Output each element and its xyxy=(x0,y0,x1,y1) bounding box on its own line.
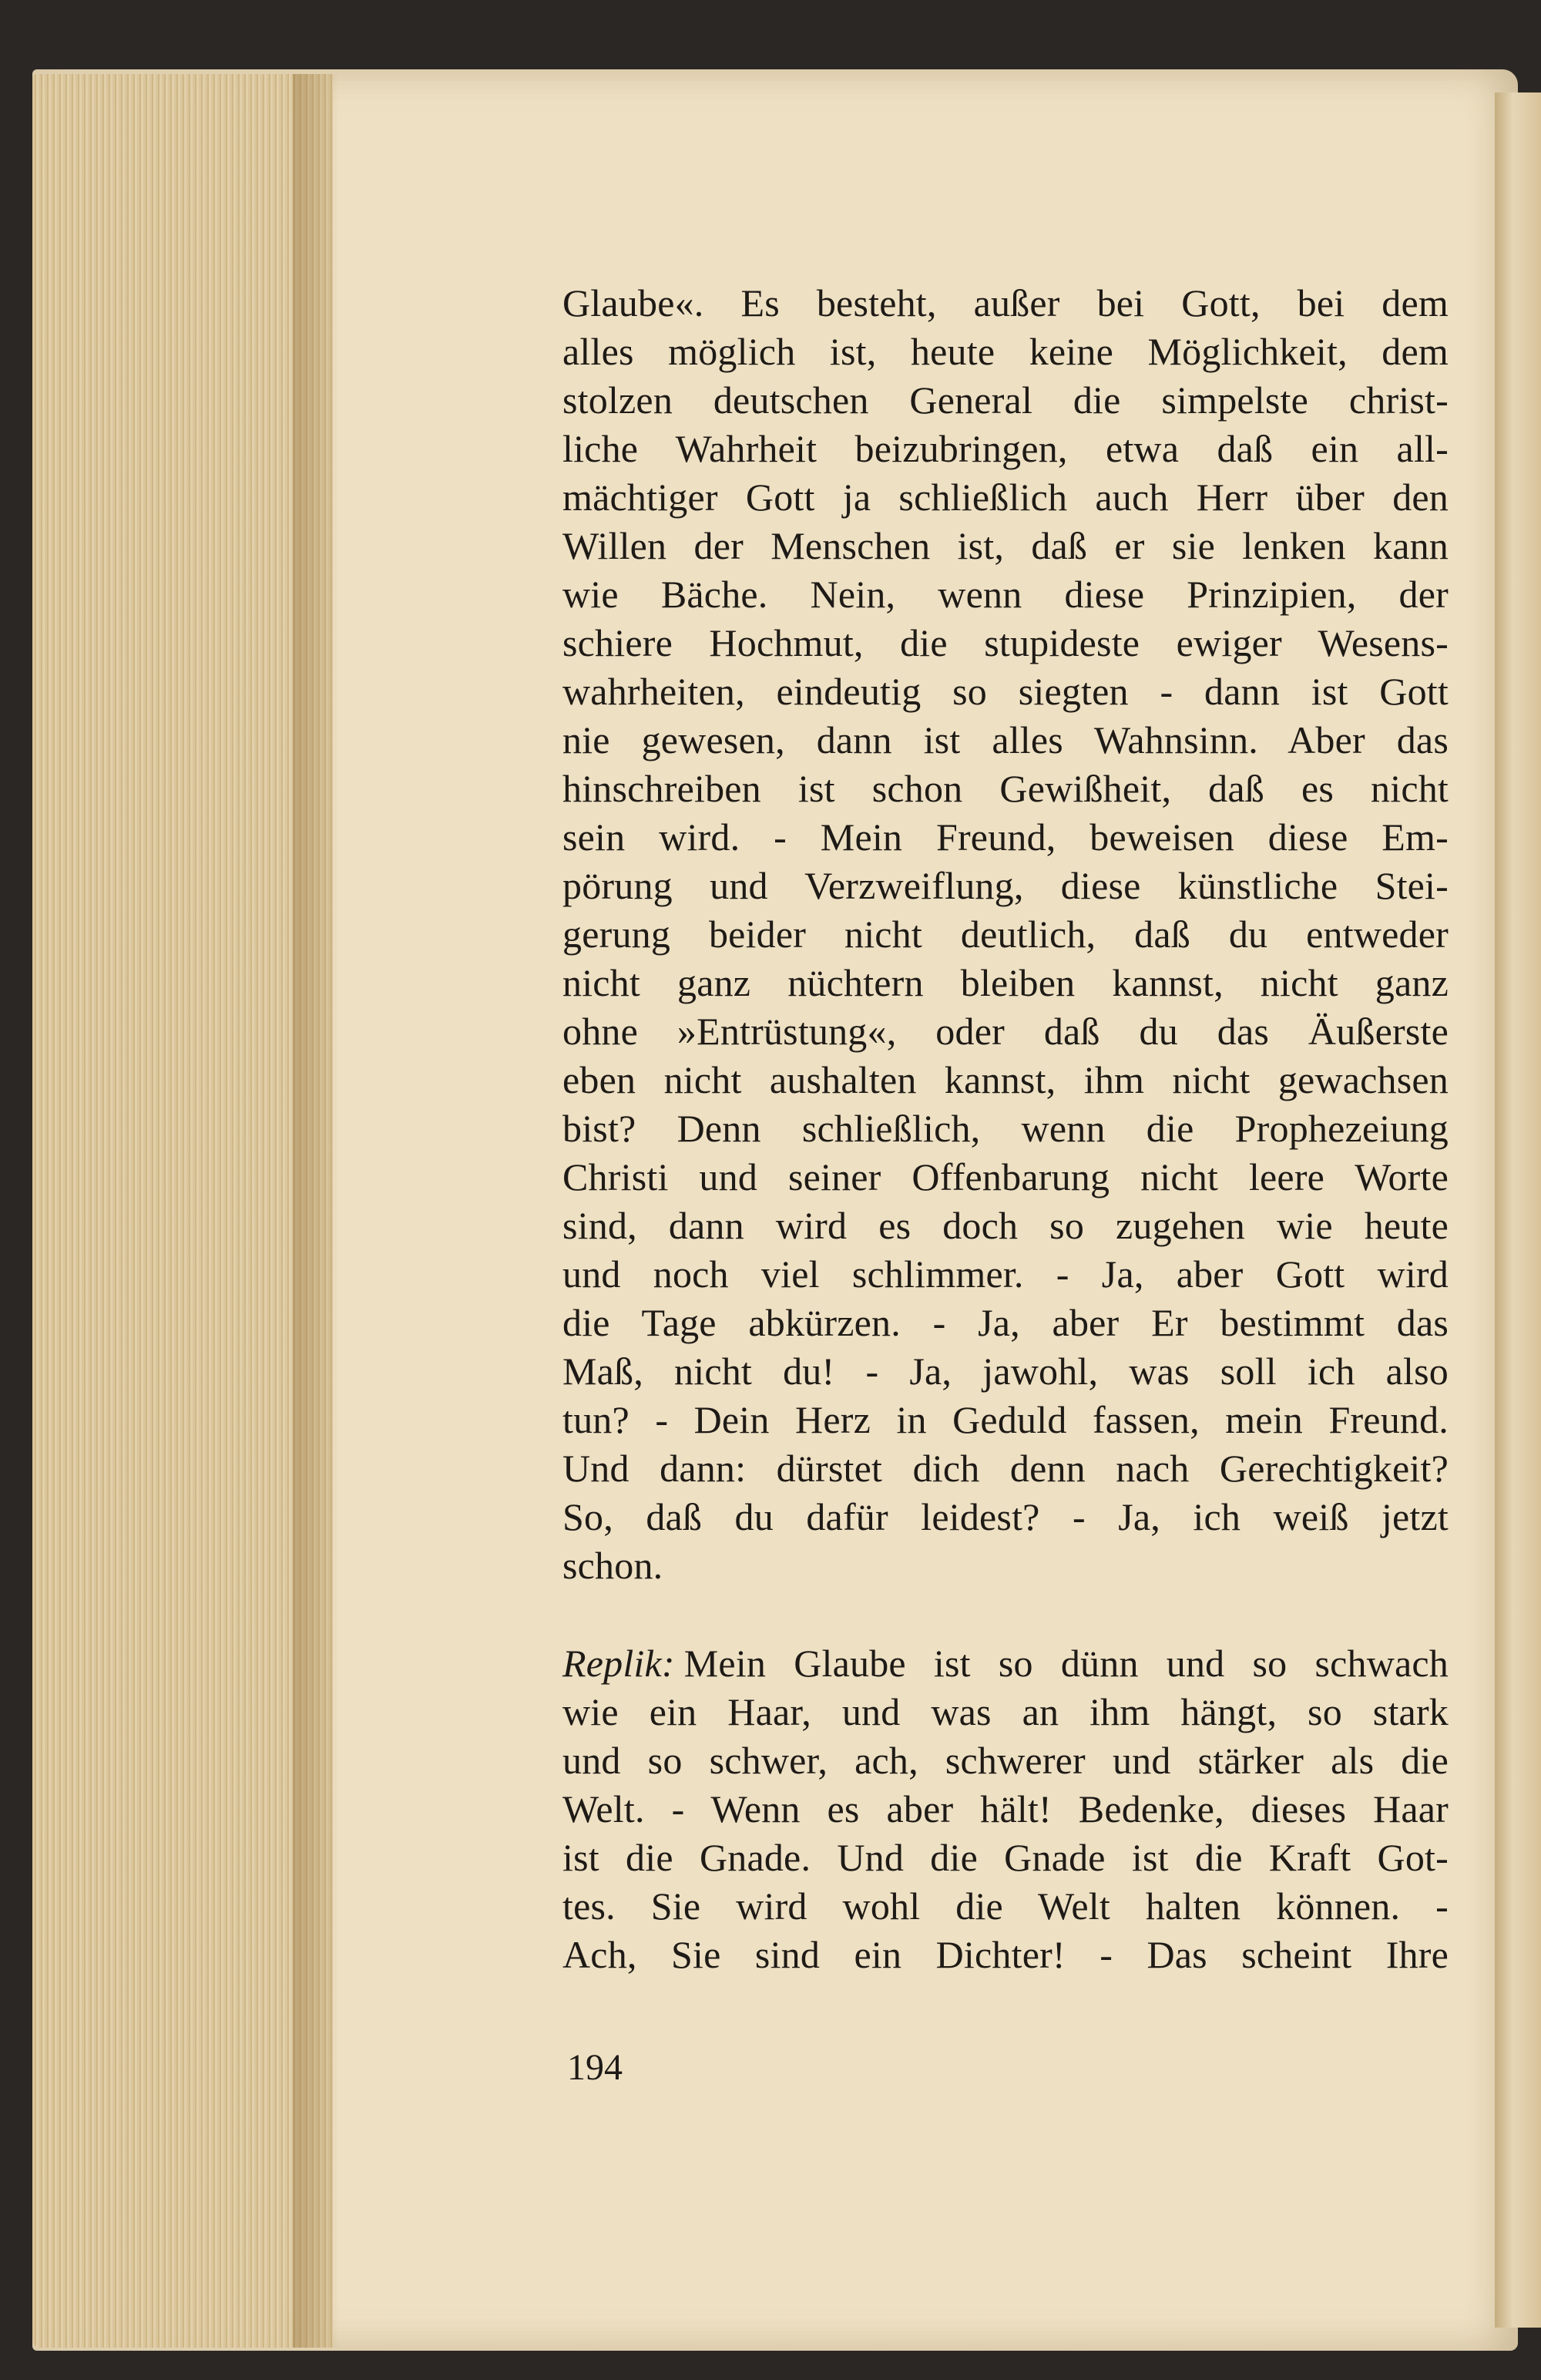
text-line: und noch viel schlimmer. - Ja, aber Gott wird xyxy=(562,1252,1449,1296)
text-line: liche Wahrheit beizubringen, etwa daß ein all- xyxy=(562,427,1449,470)
text-line: Willen der Menschen ist, daß er sie lenken kann xyxy=(562,524,1449,567)
text-line: bist? Denn schließlich, wenn die Prophezeiung xyxy=(562,1107,1449,1150)
text-line: tes. Sie wird wohl die Welt halten können. - xyxy=(562,1884,1449,1928)
text-line: Und dann: dürstet dich denn nach Gerechtigkeit? xyxy=(562,1447,1449,1490)
text-line: Glaube«. Es besteht, außer bei Gott, bei dem xyxy=(562,281,1449,324)
text-line: sind, dann wird es doch so zugehen wie heute xyxy=(562,1204,1449,1247)
text-line-with-lead xyxy=(562,1639,1449,1688)
text-line: Christi und seiner Offenbarung nicht leere Worte xyxy=(562,1155,1449,1198)
text-line: ohne »Entrüstung«, oder daß du das Äußerste xyxy=(562,1010,1449,1053)
text-line: tun? - Dein Herz in Geduld fassen, mein Freund. xyxy=(562,1398,1449,1441)
body-text xyxy=(562,279,1449,1979)
text-line: Ach, Sie sind ein Dichter! - Das scheint Ihre xyxy=(562,1933,1449,1976)
text-line: So, daß du dafür leidest? - Ja, ich weiß jetzt xyxy=(562,1495,1449,1538)
text-line: sein wird. - Mein Freund, beweisen diese Em- xyxy=(562,815,1449,859)
paragraph-gap xyxy=(562,1590,1449,1639)
text-line: ist die Gnade. Und die Gnade ist die Kraft Got- xyxy=(562,1836,1449,1879)
text-line: und so schwer, ach, schwerer und stärker als die xyxy=(562,1739,1449,1782)
text-line: pörung und Verzweiflung, diese künstliche Stei- xyxy=(562,864,1449,907)
text-line: hinschreiben ist schon Gewißheit, daß es nicht xyxy=(562,767,1449,810)
paragraph-2 xyxy=(562,1639,1449,1979)
replik-label: Replik: xyxy=(562,1642,675,1685)
text-line: wie ein Haar, und was an ihm hängt, so stark xyxy=(562,1690,1449,1733)
text-line: nie gewesen, dann ist alles Wahnsinn. Aber das xyxy=(562,718,1449,761)
text-line: mächtiger Gott ja schließlich auch Herr über den xyxy=(562,476,1449,519)
text-line: wahrheiten, eindeutig so siegten - dann ist Gott xyxy=(562,670,1449,713)
text-line: wie Bäche. Nein, wenn diese Prinzipien, der xyxy=(562,573,1449,616)
paragraph-1 xyxy=(562,279,1449,1590)
text-line-rest: Mein Glaube ist so dünn und so schwach xyxy=(683,1642,1449,1685)
text-line: schon. xyxy=(562,1544,663,1587)
text-line: Welt. - Wenn es aber hält! Bedenke, dieses Haar xyxy=(562,1787,1449,1830)
text-line: alles möglich ist, heute keine Möglichkeit, dem xyxy=(562,330,1449,373)
page-number: 194 xyxy=(567,2047,623,2088)
page-block-edge xyxy=(32,74,333,2348)
text-line: gerung beider nicht deutlich, daß du entweder xyxy=(562,913,1449,956)
facing-page-edge xyxy=(1495,92,1541,2328)
text-line: Maß, nicht du! - Ja, jawohl, was soll ich also xyxy=(562,1350,1449,1393)
text-line: nicht ganz nüchtern bleiben kannst, nicht ganz xyxy=(562,961,1449,1004)
page-edge-shadow xyxy=(293,74,339,2348)
text-line: schiere Hochmut, die stupideste ewiger Wesens- xyxy=(562,621,1449,664)
text-line: eben nicht aushalten kannst, ihm nicht gewachsen xyxy=(562,1058,1449,1101)
text-line: stolzen deutschen General die simpelste christ- xyxy=(562,378,1449,422)
text-line: die Tage abkürzen. - Ja, aber Er bestimmt das xyxy=(562,1301,1449,1344)
